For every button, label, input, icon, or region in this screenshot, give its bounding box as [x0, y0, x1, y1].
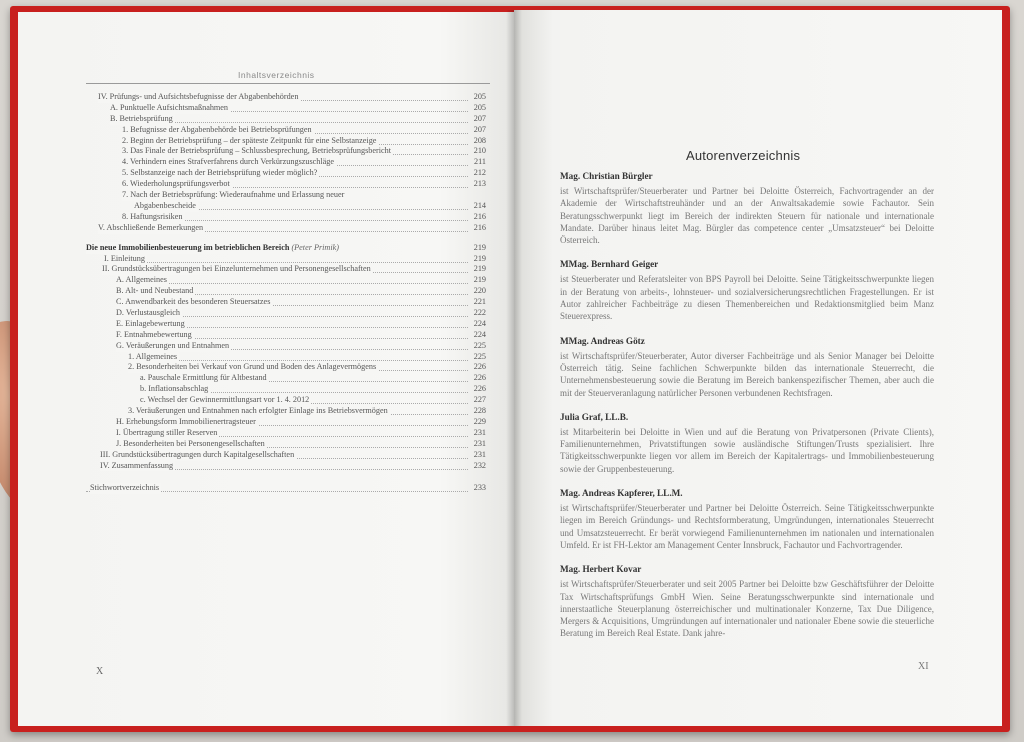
toc-entry-page: 219 — [473, 253, 486, 263]
toc-index-row — [86, 483, 490, 494]
toc-entry — [86, 450, 490, 461]
toc-entry-title: D. Verlustausgleich — [116, 308, 180, 318]
toc-entry-title: V. Abschließende Bemerkungen — [98, 222, 204, 232]
toc-entry — [86, 190, 490, 201]
toc-entry — [86, 428, 490, 439]
author-entry — [560, 411, 934, 475]
toc-entry — [86, 406, 490, 417]
toc-entry — [86, 417, 490, 428]
toc-entry-page: 226 — [473, 373, 486, 383]
toc-entry-title: Abgabenbescheide — [134, 200, 196, 210]
toc-section-title — [86, 242, 490, 254]
toc-entry — [86, 114, 490, 125]
toc-entry — [86, 341, 490, 352]
toc-entry-title: E. Einlagebewertung — [116, 318, 185, 328]
toc-entry-page: 229 — [473, 416, 486, 426]
section-author: (Peter Primik) — [291, 242, 339, 252]
toc-entry-page: 211 — [474, 157, 486, 167]
toc-entry-page: 210 — [473, 146, 486, 156]
toc-entry — [86, 125, 490, 136]
toc-entry-title: B. Betriebsprüfung — [110, 113, 173, 123]
toc-entry — [86, 308, 490, 319]
table-of-contents — [86, 92, 490, 494]
toc-entry — [86, 275, 490, 286]
toc-entry-title: 6. Wiederholungsprüfungsverbot — [122, 179, 230, 189]
author-bio: ist Mitarbeiterin bei Deloitte in Wien und auf die Beratung von Privatpersonen (Private Clients), Familienunternehmen, Privatstiftungen sowie ausländische Stiftungen/Trusts spezialisiert. Ihre Tätigkeitsschwerpunkte liegen vor allem im Bereich der Kapitalertrags- und Immobilienbesteuerung sowie der Gruppenbesteuerung. — [560, 426, 934, 474]
toc-entry-title: 5. Selbstanzeige nach der Betriebsprüfung wieder möglich? — [122, 168, 318, 178]
toc-entry-page: 221 — [473, 297, 486, 307]
toc-entry-title: IV. Prüfungs- und Aufsichtsbefugnisse der Abgabenbehörden — [98, 92, 299, 101]
toc-entry-page: 231 — [473, 449, 486, 459]
author-bio: ist Wirtschaftsprüfer/Steuerberater und Partner bei Deloitte Österreich, Fachvortragender an der Akademie der Wirtschaftstreuhänder und an der Anwaltsakademie sowie Fachautor. Sein Beratungsschwerpunkt liegt im Bereich der indirekten Steuern für nationale und internationale Mandate. Darüber hinaus leitet Mag. Bürgler das competence center „Umsatzsteuer“ bei Deloitte Österreich. — [560, 186, 934, 246]
toc-entry-page: 222 — [473, 308, 486, 318]
toc-entry — [86, 362, 490, 373]
toc-entry-page: 228 — [473, 406, 486, 416]
toc-entry-title: 1. Allgemeines — [128, 351, 178, 361]
toc-entry — [86, 92, 490, 103]
section-page: 219 — [473, 242, 486, 252]
toc-entry-title: 2. Besonderheiten bei Verkauf von Grund und Boden des Anlagevermögens — [128, 362, 377, 372]
toc-entry-page: 219 — [473, 275, 486, 285]
toc-entry-page: 232 — [473, 460, 486, 470]
author-bio: ist Wirtschaftsprüfer/Steuerberater, Autor diverser Fachbeiträge und als Senior Manager bei Deloitte Österreich tätig. Seine fachlichen Schwerpunkte bilden das internationale Steuerrecht, die Unternehmensbesteuerung sowie die Beratung im Bereich bankenspezifischer Themen, aber auch die mit der Steuerveranlagung natürlicher Personen verbundenen Rechtsfragen. — [560, 350, 934, 398]
toc-entry — [86, 395, 490, 406]
toc-entry-page: 220 — [473, 286, 486, 296]
page-number-left: X — [96, 666, 104, 677]
toc-entry — [86, 461, 490, 472]
toc-entry — [86, 330, 490, 341]
toc-part-2 — [86, 254, 490, 472]
toc-entry-title: 8. Haftungsrisiken — [122, 211, 183, 221]
toc-entry-page: 225 — [473, 340, 486, 350]
toc-entry — [86, 319, 490, 330]
toc-entry-page: 219 — [473, 264, 486, 274]
author-name: Mag. Christian Bürgler — [560, 171, 653, 181]
toc-entry-title: c. Wechsel der Gewinnermittlungsart vor 1. 4. 2012 — [140, 395, 310, 405]
index-label: Stichwortverzeichnis — [90, 483, 160, 493]
toc-entry-page: 226 — [473, 362, 486, 372]
toc-entry — [86, 373, 490, 384]
toc-entry-page: 212 — [473, 168, 486, 178]
author-bio: ist Wirtschaftsprüfer/Steuerberater und Partner bei Deloitte Österreich. Seine Tätigkeitsschwerpunkte liegen im Bereich Gründungs- und Rechtsformberatung, Umgründungen, internationales Steuerrecht und Umsatzsteuerrecht. Er berät vorwiegend Familienunternehmen im nationalen und internationalen Umfeld. Er ist FH-Lektor am Management Center Innsbruck, Fachautor und Fachvortragender. — [560, 503, 934, 550]
author-entry — [560, 335, 934, 399]
toc-entry — [86, 168, 490, 179]
toc-entry — [86, 384, 490, 395]
toc-entry-page: 205 — [473, 92, 486, 101]
running-head: Inhaltsverzeichnis — [238, 70, 315, 80]
toc-entry — [86, 264, 490, 275]
book-gutter — [506, 10, 522, 726]
toc-entry-page: 226 — [473, 384, 486, 394]
toc-entry-page: 216 — [473, 222, 486, 232]
toc-entry-page: 213 — [473, 179, 486, 189]
toc-entry — [86, 157, 490, 168]
toc-entry — [86, 352, 490, 363]
toc-entry — [86, 286, 490, 297]
index-page: 233 — [473, 483, 486, 493]
toc-entry — [86, 146, 490, 157]
toc-entry — [86, 297, 490, 308]
toc-entry-page: 216 — [473, 211, 486, 221]
toc-entry-title: C. Anwendbarkeit des besonderen Steuersatzes — [116, 297, 271, 307]
toc-entry — [86, 439, 490, 450]
toc-entry — [86, 254, 490, 265]
toc-entry-page: 214 — [473, 200, 486, 210]
toc-entry-title: B. Alt- und Neubestand — [116, 286, 194, 296]
toc-entry-title: b. Inflationsabschlag — [140, 384, 209, 394]
author-entry — [560, 170, 934, 246]
toc-entry — [86, 136, 490, 147]
toc-entry-page: 224 — [473, 329, 486, 339]
toc-entry — [86, 201, 490, 212]
toc-entry — [86, 223, 490, 234]
toc-entry-title: 4. Verhindern eines Strafverfahrens durch Verkürzungszuschläge — [122, 157, 335, 167]
author-name: MMag. Bernhard Geiger — [560, 259, 659, 270]
author-name: Mag. Andreas Kapferer, LL.M. — [560, 488, 683, 499]
toc-entry — [86, 212, 490, 223]
toc-part-1 — [86, 92, 490, 234]
toc-entry-title: I. Übertragung stiller Reserven — [116, 427, 218, 437]
toc-entry-title: F. Entnahmebewertung — [116, 329, 192, 339]
toc-entry-title: 3. Das Finale der Betriebsprüfung – Schlussbesprechung, Betriebsprüfungsbericht — [122, 146, 391, 156]
toc-entry-page: 227 — [473, 395, 486, 405]
author-name: Julia Graf, LL.B. — [560, 411, 629, 422]
section-title-text: Die neue Immobilienbesteuerung im betrieblichen Bereich — [86, 242, 290, 252]
toc-entry-page: 205 — [473, 102, 486, 112]
toc-entry-title: 3. Veräußerungen und Entnahmen nach erfolgter Einlage ins Betriebsvermögen — [128, 406, 388, 416]
toc-entry-page: 224 — [473, 318, 486, 328]
toc-entry-page: 207 — [473, 113, 486, 123]
author-bio: ist Wirtschaftsprüfer/Steuerberater und seit 2005 Partner bei Deloitte bzw Geschäftsführer der Deloitte Tax Wirtschaftsprüfungs GmbH Wien. Seine Beratungsschwerpunkte sind internationale und innerstaatliche Steuerplanung österreichischer und multinationaler Konzerne, Tax Due Diligence, Mergers & Acquisitions, Umgründungen auf internationaler und nationaler Ebene sowie die steuerliche Beratung im Bereich Real Estate. Dank jahre- — [560, 579, 934, 639]
author-entry — [560, 563, 934, 639]
toc-entry-title: III. Grundstücksübertragungen durch Kapitalgesellschaften — [100, 449, 295, 459]
toc-entry-page: 208 — [473, 135, 486, 145]
toc-entry-title: A. Allgemeines — [116, 275, 167, 285]
toc-entry-title: II. Grundstücksübertragungen bei Einzelunternehmen und Personengesellschaften — [102, 264, 371, 274]
toc-entry — [86, 179, 490, 190]
toc-entry-title: IV. Zusammenfassung — [100, 460, 174, 470]
running-head-rule — [86, 83, 490, 84]
toc-entry-page: 207 — [473, 124, 486, 134]
author-bio: ist Steuerberater und Referatsleiter von BPS Payroll bei Deloitte. Seine Tätigkeitsschwerpunkte liegen in der Beratung von arbeits-, lohnsteuer- und sozialversicherungsrechtlichen Fragestellungen. Er ist Autor zahlreicher Fachbeiträge zu diesen Themenbereichen und Redaktionsmitglied beim Manz Steuerexpress. — [560, 274, 934, 322]
toc-entry — [86, 103, 490, 114]
toc-entry-title: G. Veräußerungen und Entnahmen — [116, 340, 230, 350]
toc-entry-title: A. Punktuelle Aufsichtsmaßnahmen — [110, 102, 229, 112]
page-number-right: XI — [918, 661, 929, 672]
page-title: Autorenverzeichnis — [686, 148, 801, 163]
author-name: Mag. Herbert Kovar — [560, 564, 642, 575]
toc-entry-title: 1. Befugnisse der Abgabenbehörde bei Betriebsprüfungen — [122, 124, 312, 134]
author-list — [560, 170, 934, 652]
toc-entry-title: H. Erhebungsform Immobilienertragsteuer — [116, 416, 256, 426]
toc-entry-title: I. Einleitung — [104, 253, 145, 263]
author-entry — [560, 487, 934, 551]
toc-entry-page: 231 — [473, 427, 486, 437]
toc-entry-page: 231 — [473, 438, 486, 448]
toc-entry-title: J. Besonderheiten bei Personengesellschaften — [116, 438, 265, 448]
author-entry — [560, 258, 934, 322]
toc-entry-title: a. Pauschale Ermittlung für Altbestand — [140, 373, 267, 383]
toc-entry-page: 225 — [473, 351, 486, 361]
toc-entry-title: 7. Nach der Betriebsprüfung: Wiederaufnahme und Erlassung neuer — [122, 190, 345, 200]
author-name: MMag. Andreas Götz — [560, 335, 645, 346]
toc-entry-title: 2. Beginn der Betriebsprüfung – der späteste Zeitpunkt für eine Selbstanzeige — [122, 135, 377, 145]
